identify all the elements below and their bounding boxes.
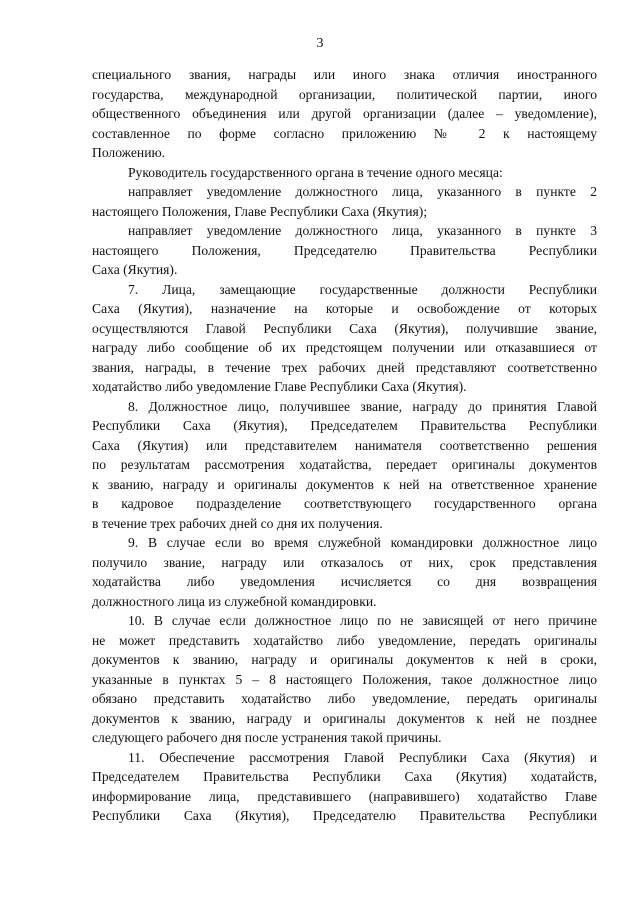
text-line: должностного лица из служебной командировки. (92, 593, 377, 609)
text-line: специального звания, награды или иного знака отличия иностранного (92, 67, 597, 82)
text-line: в кадровое подразделение соответствующего государственного органа (92, 496, 597, 511)
text-line: общественного объединения или другой организации (далее – уведомление), (92, 106, 597, 121)
page-number: 3 (316, 36, 324, 51)
text-line: настоящего Положения, Председателю Правительства Республики (92, 242, 597, 258)
text-line: 11. Обеспечение рассмотрения Главой Республики Саха (Якутия) и (128, 749, 597, 765)
text-line: 7. Лица, замещающие государственные должности Республики (128, 281, 597, 297)
text-line: 10. В случае если должностное лицо по не зависящей от него причине (128, 613, 597, 628)
text-line: по результатам рассмотрения ходатайства, передает оригиналы документов (92, 457, 597, 472)
text-line: настоящего Положения, Главе Республики Саха (Якутия); (92, 203, 428, 219)
text-line: ходатайства либо уведомления исчисляется со дня возвращения (92, 574, 597, 589)
text-line: в течение трех рабочих дней со дня их получения. (92, 515, 383, 531)
text-line: награду либо сообщение об их предстоящем получении или отказавшиеся от (92, 340, 597, 355)
text-line: Председателем Правительства Республики Саха (Якутия) ходатайств, (92, 769, 597, 784)
text-line: получило звание, награду или отказалось от них, срок представления (92, 554, 597, 570)
text-line: Саха (Якутия) или представителем нанимателя соответственно решения (92, 437, 597, 453)
text-line: следующего рабочего дня после устранения такой причины. (92, 730, 442, 745)
body-text (92, 65, 597, 826)
text-line: ходатайство либо уведомление Главе Республики Саха (Якутия). (92, 379, 467, 394)
text-line: Положению. (92, 145, 166, 160)
text-line: документов к званию, награду и оригиналы документов к ней не позднее (92, 710, 597, 726)
text-line: Республики Саха (Якутия), Председателем Правительства Республики (92, 418, 597, 433)
text-line: Саха (Якутия), назначение на которые и освобождение от которых (92, 301, 597, 316)
text-line: не может представить ходатайство либо уведомление, передать оригиналы (92, 632, 597, 648)
text-line: к званию, награду и оригиналы документов к ней на ответственное хранение (92, 476, 597, 492)
text-line: Республики Саха (Якутия), Председателю Правительства Республики (92, 808, 597, 823)
text-line: Руководитель государственного органа в течение одного месяца: (128, 164, 503, 180)
text-line: информирование лица, представившего (направившего) ходатайство Главе (92, 788, 597, 804)
text-line: документов к званию, награду и оригиналы документов к ней в сроки, (92, 652, 597, 667)
text-line: обязано представить ходатайство либо уведомление, передать оригиналы (92, 691, 597, 706)
text-line: Саха (Якутия). (92, 262, 178, 277)
text-line: указанные в пунктах 5 – 8 настоящего Положения, такое должностное лицо (92, 671, 597, 687)
text-line: государства, международной организации, политической партии, иного (92, 86, 597, 102)
text-line: 8. Должностное лицо, получившее звание, награду до принятия Главой (128, 398, 597, 414)
text-line: 9. В случае если во время служебной командировки должностное лицо (128, 535, 597, 550)
text-line: звания, награды, в течение трех рабочих дней представляют соответственно (92, 359, 597, 375)
text-line: направляет уведомление должностного лица, указанного в пункте 2 (128, 184, 597, 199)
text-line: осуществляются Главой Республики Саха (Якутия), получившие звание, (92, 320, 597, 336)
text-line: составленное по форме согласно приложению № 2 к настоящему (92, 125, 597, 141)
text-line: направляет уведомление должностного лица, указанного в пункте 3 (128, 223, 597, 238)
